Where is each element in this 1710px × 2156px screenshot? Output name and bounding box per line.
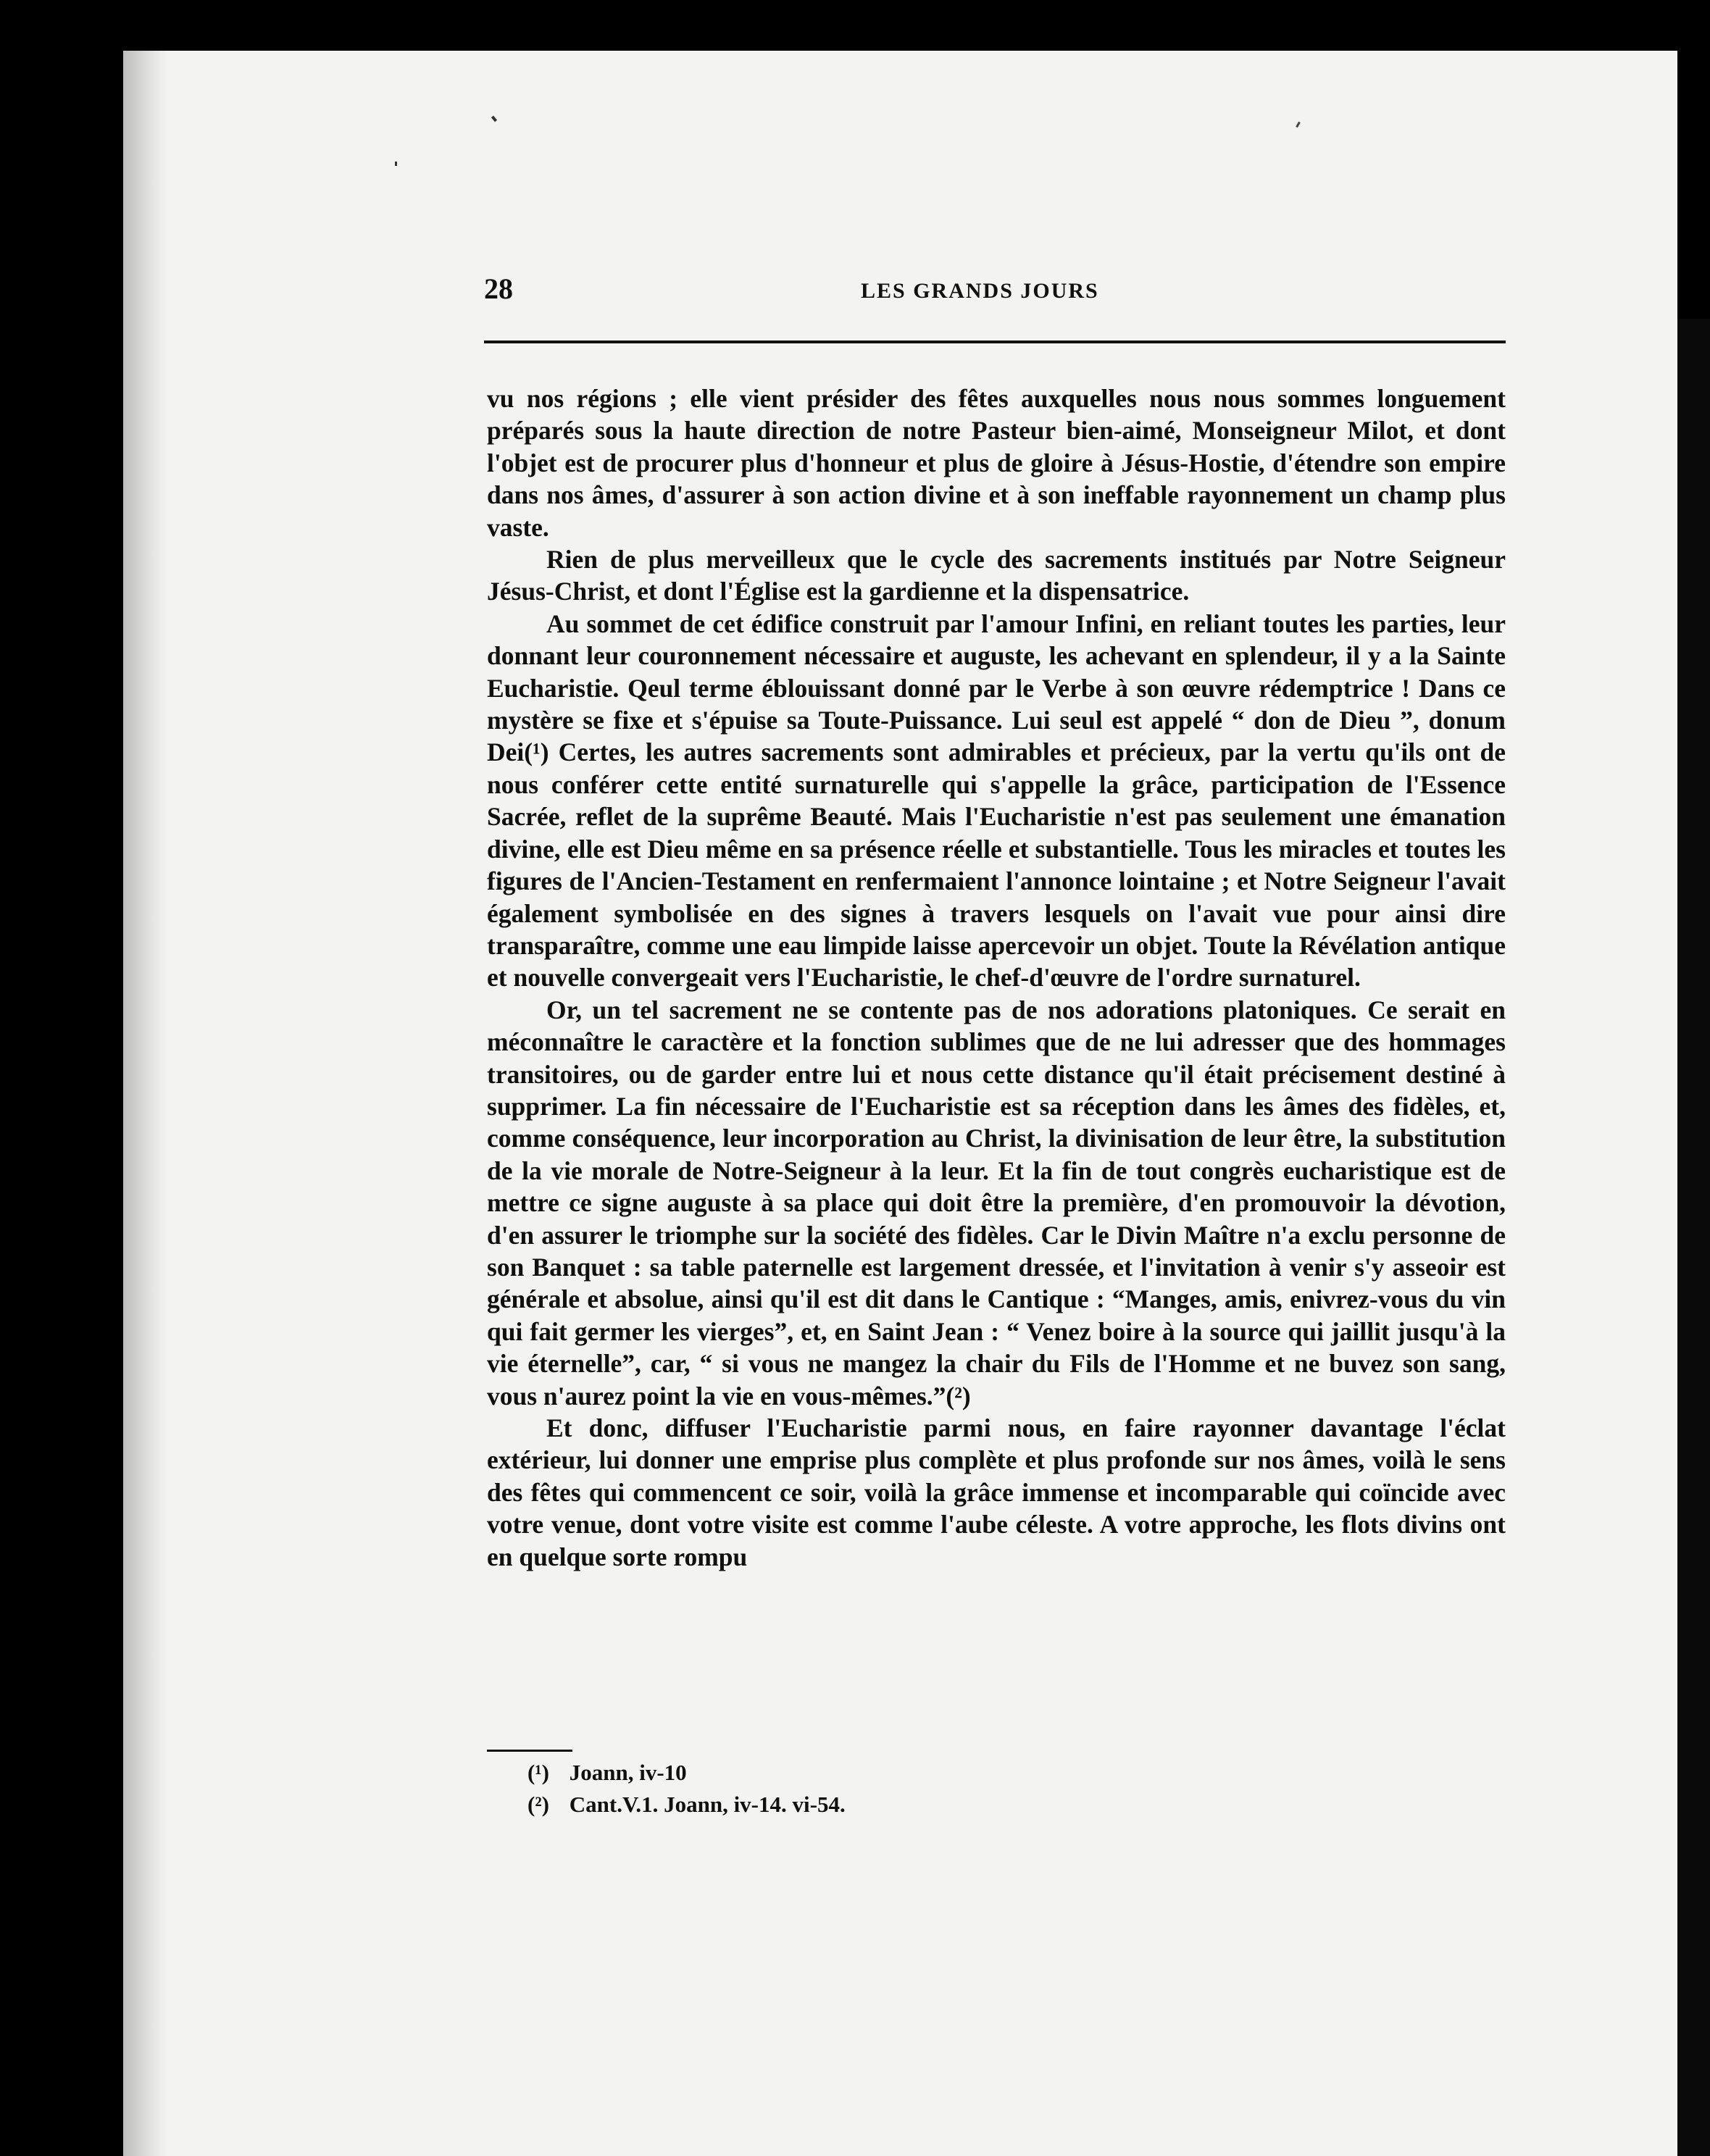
paragraph: vu nos régions ; elle vient présider des fêtes auxquelles nous nous sommes longuement préparés sous la haute direction de notre Pasteur bien-aimé, Monseigneur Milot, et dont l'objet est de procurer plus d'honneur et plus de gloire à Jésus-Hostie, d'étendre son empire dans nos âmes, d'assurer à son action divine et à son ineffable rayonnement un champ plus vaste. [487, 384, 1506, 542]
page-right-edge [1677, 319, 1710, 2156]
page-left-edge-shadow [123, 51, 167, 2156]
footnote-mark: (²) [527, 1792, 549, 1817]
header-rule [484, 340, 1506, 343]
footnote-text: Cant.V.1. Joann, iv-14. vi-54. [569, 1792, 846, 1817]
footnote [527, 1789, 846, 1821]
scan-speck [395, 162, 397, 166]
footnote [527, 1757, 846, 1789]
footnote-mark: (¹) [527, 1760, 549, 1785]
footnote-rule [487, 1750, 572, 1752]
body-text [487, 383, 1506, 1573]
paragraph: Or, un tel sacrement ne se contente pas de nos adorations platoniques. Ce serait en méconnaître le caractère et la fonction sublimes que de ne lui adresser que des hommages transitoires, ou de garder entre lui et nous cette distance qu'il était précisement destiné à supprimer. La fin nécessaire de l'Eucharistie est sa réception dans les âmes des fidèles, et, comme conséquence, leur incorporation au Christ, la divinisation de leur être, la substitution de la vie morale de Notre-Seigneur à la leur. Et la fin de tout congrès eucharistique est de mettre ce signe auguste à sa place qui doit être la première, d'en promouvoir la dévotion, d'en assurer le triomphe sur la société des fidèles. Car le Divin Maître n'a exclu personne de son Banquet : sa table paternelle est largement dressée, et l'invitation à venir s'y asseoir est générale et absolue, ainsi qu'il est dit dans le Cantique : “Manges, amis, enivrez-vous du vin qui fait germer les vierges”, et, en Saint Jean : “ Venez boire à la source qui jaillit jusqu'à la vie éternelle”, car, “ si vous ne mangez la chair du Fils de l'Homme et ne buvez son sang, vous n'aurez point la vie en vous-mêmes.”(²) [487, 995, 1506, 1411]
footnotes [527, 1757, 846, 1821]
page-number: 28 [484, 272, 513, 305]
running-title: LES GRANDS JOURS [861, 279, 1099, 303]
page-header [484, 272, 1506, 315]
paragraph: Rien de plus merveilleux que le cycle des sacrements institués par Notre Seigneur Jésus-Christ, et dont l'Église est la gardienne et la dispensatrice. [487, 545, 1506, 606]
footnote-text: Joann, iv-10 [569, 1760, 687, 1785]
paragraph: Et donc, diffuser l'Eucharistie parmi nous, en faire rayonner davantage l'éclat extérieur, lui donner une emprise plus complète et plus profonde sur nos âmes, voilà le sens des fêtes qui commencent ce soir, voilà la grâce immense et incomparable qui coïncide avec votre venue, dont votre visite est comme l'aube céleste. A votre approche, les flots divins ont en quelque sorte rompu [487, 1413, 1506, 1571]
paragraph: Au sommet de cet édifice construit par l'amour Infini, en reliant toutes les parties, leur donnant leur couronnement nécessaire et auguste, les achevant en splendeur, il y a la Sainte Eucharistie. Qeul terme éblouissant donné par le Verbe à son œuvre rédemptrice ! Dans ce mystère se fixe et s'épuise sa Toute-Puissance. Lui seul est appelé “ don de Dieu ”, donum Dei(¹) Certes, les autres sacrements sont admirables et précieux, par la vertu qu'ils ont de nous conférer cette entité surnaturelle qui s'appelle la grâce, participation de l'Essence Sacrée, reflet de la suprême Beauté. Mais l'Eucharistie n'est pas seulement une émanation divine, elle est Dieu même en sa présence réelle et substantielle. Tous les miracles et toutes les figures de l'Ancien-Testament en renfermaient l'annonce lointaine ; et Notre Seigneur l'avait également symbolisée en des signes à travers lesquels on l'avait vue pour ainsi dire transparaître, comme une eau limpide laisse apercevoir un objet. Toute la Révélation antique et nouvelle convergeait vers l'Eucharistie, le chef-d'œuvre de l'ordre surnaturel. [487, 609, 1506, 993]
